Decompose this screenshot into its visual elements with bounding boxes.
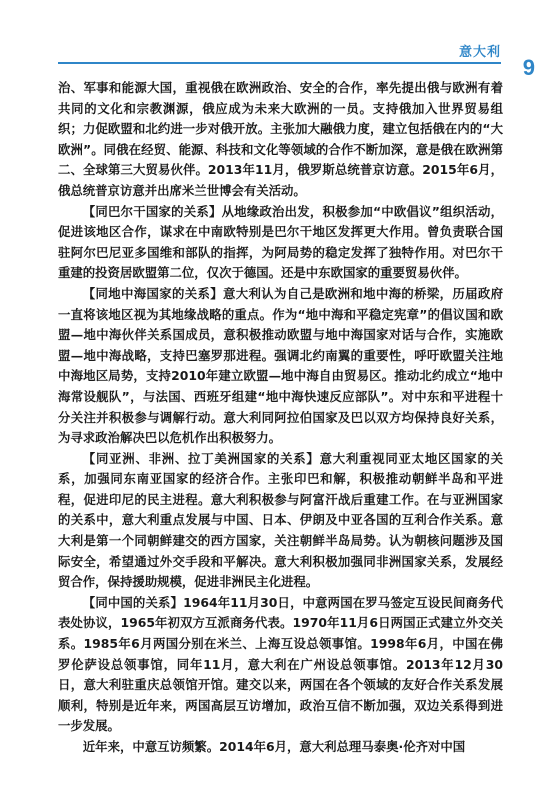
paragraph-text: 近年来，中意互访频繁。2014年6月，意大利总理马泰奥·伦齐对中国: [82, 739, 466, 754]
paragraph-recent-visits: [58, 737, 503, 758]
paragraph-asia-africa-latam: [58, 449, 503, 593]
paragraph-text: 从地缘政治出发，积极参加“中欧倡议”组织活动，促进该地区合作，谋求在中南欧特别是巴尔干地区发挥更大作用。曾负责联合国驻阿尔巴尼亚多国维和部队的指挥，为阿局势的稳定发挥了独特作用。对巴尔干重建的投资居欧盟第二位，仅次于德国。还是中东欧国家的重要贸易伙伴。: [58, 203, 503, 281]
paragraph-heading: 【同亚洲、非洲、拉丁美洲国家的关系】: [82, 450, 320, 466]
page-number: 9: [522, 55, 535, 80]
paragraph-text: 1964年11月30日，中意两国在罗马签定互设民间商务代表处协议，1965年初双方互派商务代表。1970年11月6日两国正式建立外交关系。1985年6月两国分别在米兰、上海互设总领事馆。1998年6月，中国在佛罗伦萨设总领事馆，同年11月，意大利在广州设总领事馆。2013年12月30日，意大利驻重庆总领馆开馆。建交以来，两国在各个领域的友好合作关系发展顺利，特别是近年来，两国高层互访增加，政治互信不断加强，双边关系得到进一步发展。: [58, 594, 504, 734]
header-divider: [58, 62, 501, 64]
paragraph-china: [58, 593, 503, 737]
paragraph-russia: [58, 78, 503, 202]
paragraph-text: 意大利认为自己是欧洲和地中海的桥梁，历届政府一直将该地区视为其地缘战略的重点。作为“地中海和平稳定宪章”的倡议国和欧盟—地中海伙伴关系国成员，意积极推动欧盟与地中海国家对话与合作，实施欧盟—地中海战略，支持巴塞罗那进程。强调北约南翼的重要性，呼吁欧盟关注地中海地区局势，支持2010年建立欧盟—地中海自由贸易区。推动北约成立“地中海常设舰队”，与法国、西班牙组建“地中海快速反应部队”。对中东和平进程十分关注并积极参与调解行动。意大利同阿拉伯国家及巴以双方均保持良好关系，为寻求政治解决巴以危机作出积极努力。: [58, 285, 504, 446]
section-title: 意大利: [458, 45, 501, 60]
body-text: [58, 78, 503, 758]
paragraph-heading: 【同巴尔干国家的关系】: [82, 203, 222, 219]
paragraph-text: 治、军事和能源大国，重视俄在欧洲政治、安全的合作，率先提出俄与欧洲有着共同的文化和宗教渊源，俄应成为未来大欧洲的一员。支持俄加入世界贸易组织；力促欧盟和北约进一步对俄开放。主张加大融俄力度，建立包括俄在内的“大欧洲”。同俄在经贸、能源、科技和文化等领域的合作不断加深，意是俄在欧洲第二、全球第三大贸易伙伴。2013年11月，俄罗斯总统普京访意。2015年6月，俄总统普京访意并出席米兰世博会有关活动。: [58, 80, 503, 198]
paragraph-mediterranean: [58, 284, 503, 449]
paragraph-text: 意大利重视同亚太地区国家的关系，加强同东南亚国家的经济合作。主张印巴和解，积极推动朝鲜半岛和平进程，促进印尼的民主进程。意大利积极参与阿富汗战后重建工作。在与亚洲国家的关系中，意大利重点发展与中国、日本、伊朗及中亚各国的互利合作关系。意大利是第一个同朝鲜建交的西方国家，关注朝鲜半岛局势。认为朝核问题涉及国际安全，希望通过外交手段和平解决。意大利积极加强同非洲国家关系，发展经贸合作，保持援助规模，促进非洲民主化进程。: [58, 450, 504, 590]
paragraph-heading: 【同中国的关系】: [82, 594, 184, 610]
paragraph-balkans: [58, 202, 503, 284]
paragraph-heading: 【同地中海国家的关系】: [82, 285, 223, 301]
